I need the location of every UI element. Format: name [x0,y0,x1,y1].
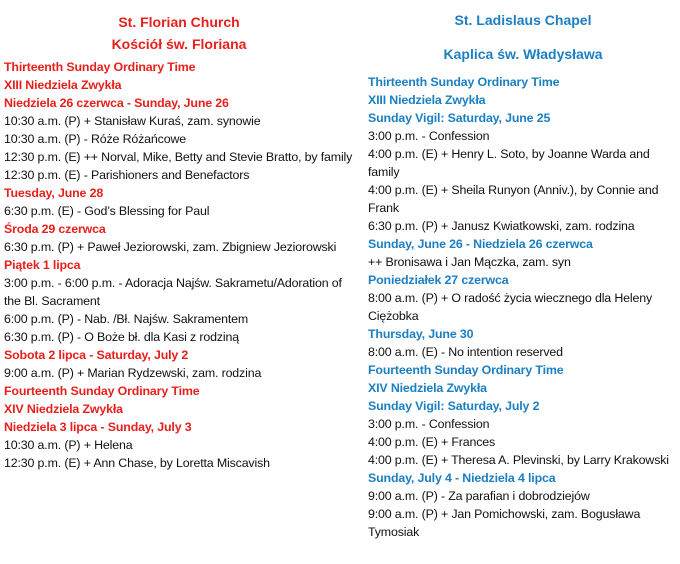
mass-intention: 9:00 a.m. (P) - Za parafian i dobrodziejów [368,489,590,503]
mass-intention: 10:30 a.m. (P) + Helena [4,438,133,452]
mass-intention: 12:30 p.m. (E) - Parishioners and Benefactors [4,168,250,182]
mass-intention: 3:00 p.m. - Confession [368,129,490,143]
mass-intention: 8:00 a.m. (E) - No intention reserved [368,345,563,359]
mass-intention: 12:30 p.m. (E) + Ann Chase, by Loretta Miscavish [4,456,270,470]
mass-intention: 4:00 p.m. (E) + Sheila Runyon (Anniv.), by Connie and Frank [368,183,659,215]
schedule-heading: XIII Niedziela Zwykła [368,93,486,107]
schedule-heading: Fourteenth Sunday Ordinary Time [368,363,564,377]
st-florian-mass-list [4,58,354,472]
mass-intention: 4:00 p.m. (E) + Frances [368,435,496,449]
schedule-heading: Fourteenth Sunday Ordinary Time [4,384,200,398]
schedule-heading: Sunday, June 26 - Niedziela 26 czerwca [368,237,593,251]
mass-intention: 9:00 a.m. (P) + Jan Pomichowski, zam. Bogusława Tymosiak [368,507,641,539]
schedule-heading: Thursday, June 30 [368,327,474,341]
schedule-heading: Niedziela 3 lipca - Sunday, July 3 [4,420,192,434]
kosciol-sw-floriana-title: Kościół św. Floriana [111,36,247,52]
mass-intention: 3:00 p.m. - 6:00 p.m. - Adoracja Najśw. Sakrametu/Adoration of the Bl. Sacrament [4,276,342,308]
mass-intention: 10:30 a.m. (P) + Stanisław Kuraś, zam. synowie [4,114,261,128]
st-florian-church-title: St. Florian Church [118,14,240,30]
schedule-heading: Thirteenth Sunday Ordinary Time [368,75,560,89]
schedule-heading: Środa 29 czerwca [4,222,106,236]
mass-intention: 4:00 p.m. (E) + Theresa A. Plevinski, by Larry Krakowski [368,453,669,467]
schedule-heading: XIV Niedziela Zwykła [4,402,123,416]
schedule-heading: Sunday Vigil: Saturday, July 2 [368,399,540,413]
mass-intention: 3:00 p.m. - Confession [368,417,490,431]
st-ladislaus-column [368,0,678,541]
st-florian-column [4,0,354,472]
schedule-heading: Sunday Vigil: Saturday, June 25 [368,111,551,125]
mass-intention: 12:30 p.m. (E) ++ Norval, Mike, Betty and Stevie Bratto, by family [4,150,353,164]
mass-intention: 8:00 a.m. (P) + O radość życia wiecznego dla Heleny Ciężobka [368,291,653,323]
schedule-heading: Sobota 2 lipca - Saturday, July 2 [4,348,189,362]
schedule-heading: Tuesday, June 28 [4,186,104,200]
mass-intention: 6:30 p.m. (P) + Janusz Kwiatkowski, zam. rodzina [368,219,635,233]
mass-intention: 6:00 p.m. (P) - Nab. /Bł. Najśw. Sakramentem [4,312,249,326]
kaplica-sw-wladyslawa-title: Kaplica św. Władysława [443,46,603,62]
schedule-heading: Poniedziałek 27 czerwca [368,273,509,287]
mass-intention: 6:30 p.m. (P) - O Boże bł. dla Kasi z rodziną [4,330,239,344]
st-ladislaus-mass-list [368,73,678,541]
st-ladislaus-chapel-title: St. Ladislaus Chapel [454,12,592,28]
schedule-heading: Niedziela 26 czerwca - Sunday, June 26 [4,96,229,110]
schedule-heading: Thirteenth Sunday Ordinary Time [4,60,196,74]
mass-intention: ++ Bronisawa i Jan Mączka, zam. syn [368,255,571,269]
mass-intention: 4:00 p.m. (E) + Henry L. Soto, by Joanne Warda and family [368,147,650,179]
mass-intention: 9:00 a.m. (P) + Marian Rydzewski, zam. rodzina [4,366,262,380]
mass-intention: 6:30 p.m. (E) - God’s Blessing for Paul [4,204,210,218]
schedule-heading: Sunday, July 4 - Niedziela 4 lipca [368,471,556,485]
schedule-heading: XIV Niedziela Zwykła [368,381,487,395]
mass-intention: 10:30 a.m. (P) - Róże Różańcowe [4,132,186,146]
mass-intention: 6:30 p.m. (P) + Paweł Jeziorowski, zam. Zbigniew Jeziorowski [4,240,337,254]
schedule-heading: XIII Niedziela Zwykła [4,78,122,92]
schedule-heading: Piątek 1 lipca [4,258,81,272]
